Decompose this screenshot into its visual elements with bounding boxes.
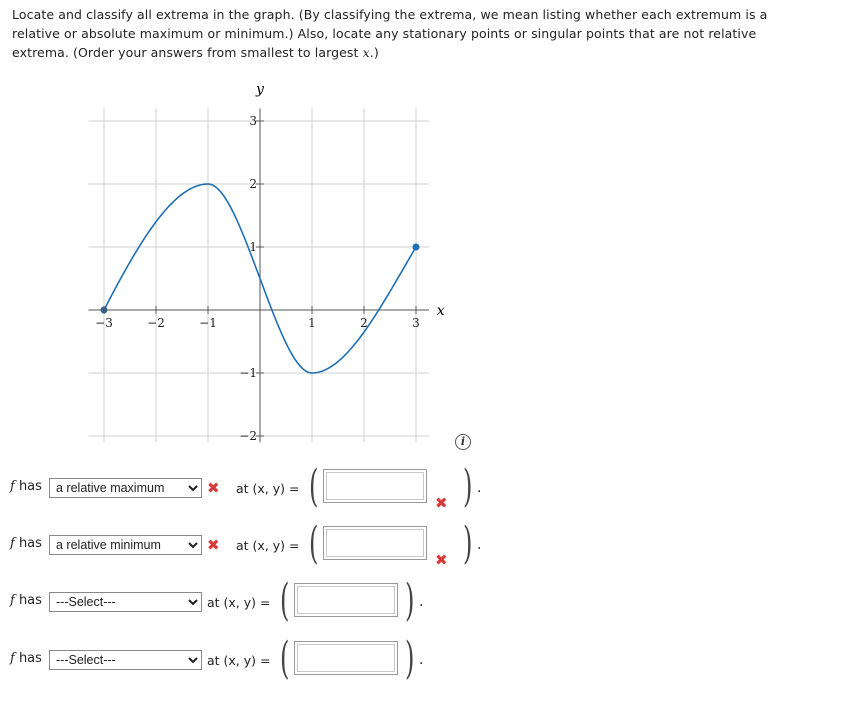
point-input-2[interactable] [323, 526, 427, 560]
close-paren: ) [463, 518, 473, 569]
info-icon[interactable]: i [455, 434, 471, 450]
answer-row-4 [0, 633, 848, 684]
right-endpoint-dot [413, 244, 420, 251]
y-tick-label: −1 [239, 366, 257, 380]
at-xy-label: at (x, y) = [207, 653, 271, 668]
f-has-label: f has [10, 479, 42, 494]
x-axis-label: x [436, 303, 445, 319]
question-variable: x [362, 45, 370, 60]
open-paren: ( [309, 461, 319, 512]
wrong-icon: ✖ [207, 479, 220, 497]
point-input-3[interactable] [294, 583, 398, 617]
wrong-icon: ✖ [435, 551, 448, 569]
f-has-label: f has [10, 536, 42, 551]
y-tick-label: 3 [249, 114, 257, 128]
classification-select-4[interactable] [49, 650, 202, 670]
question-tail: .) [369, 45, 379, 60]
close-paren: ) [405, 633, 415, 684]
left-endpoint-dot [101, 307, 108, 314]
y-tick-label: 1 [249, 240, 257, 254]
answer-row-1 [0, 461, 848, 512]
point-input-4[interactable] [294, 641, 398, 675]
y-tick-label: 2 [249, 177, 257, 191]
wrong-icon: ✖ [207, 536, 220, 554]
at-xy-label: at (x, y) = [207, 595, 271, 610]
y-axis-label: y [256, 81, 264, 98]
period: . [477, 480, 482, 496]
question-body: Locate and classify all extrema in the graph. (By classifying the extrema, we mean listing whether each extremum is a relative or absolute maximum or minimum.) Also, locate any stationary points or singular points that are not relative extrema. (Order your answers from smallest to largest [12, 7, 768, 60]
at-xy-label: at (x, y) = [236, 481, 300, 496]
close-paren: ) [463, 461, 473, 512]
x-tick-label: 3 [412, 316, 420, 330]
point-input-1[interactable] [323, 469, 427, 503]
classification-select-3[interactable] [49, 592, 202, 612]
x-tick-label: −1 [199, 316, 217, 330]
close-paren: ) [405, 575, 415, 626]
period: . [419, 652, 424, 668]
x-tick-label: 2 [360, 316, 368, 330]
tick-labels [95, 114, 420, 443]
answer-row-2 [0, 518, 848, 569]
x-tick-label: −3 [95, 316, 113, 330]
answer-row-3 [0, 575, 848, 626]
f-has-label: f has [10, 593, 42, 608]
y-tick-label: −2 [239, 429, 257, 443]
classification-select-2[interactable] [49, 535, 202, 555]
f-has-label: f has [10, 651, 42, 666]
open-paren: ( [280, 575, 290, 626]
classification-select-1[interactable] [49, 478, 202, 498]
period: . [419, 594, 424, 610]
open-paren: ( [280, 633, 290, 684]
period: . [477, 537, 482, 553]
wrong-icon: ✖ [435, 494, 448, 512]
x-tick-label: −2 [147, 316, 165, 330]
at-xy-label: at (x, y) = [236, 538, 300, 553]
open-paren: ( [309, 518, 319, 569]
x-tick-label: 1 [308, 316, 316, 330]
